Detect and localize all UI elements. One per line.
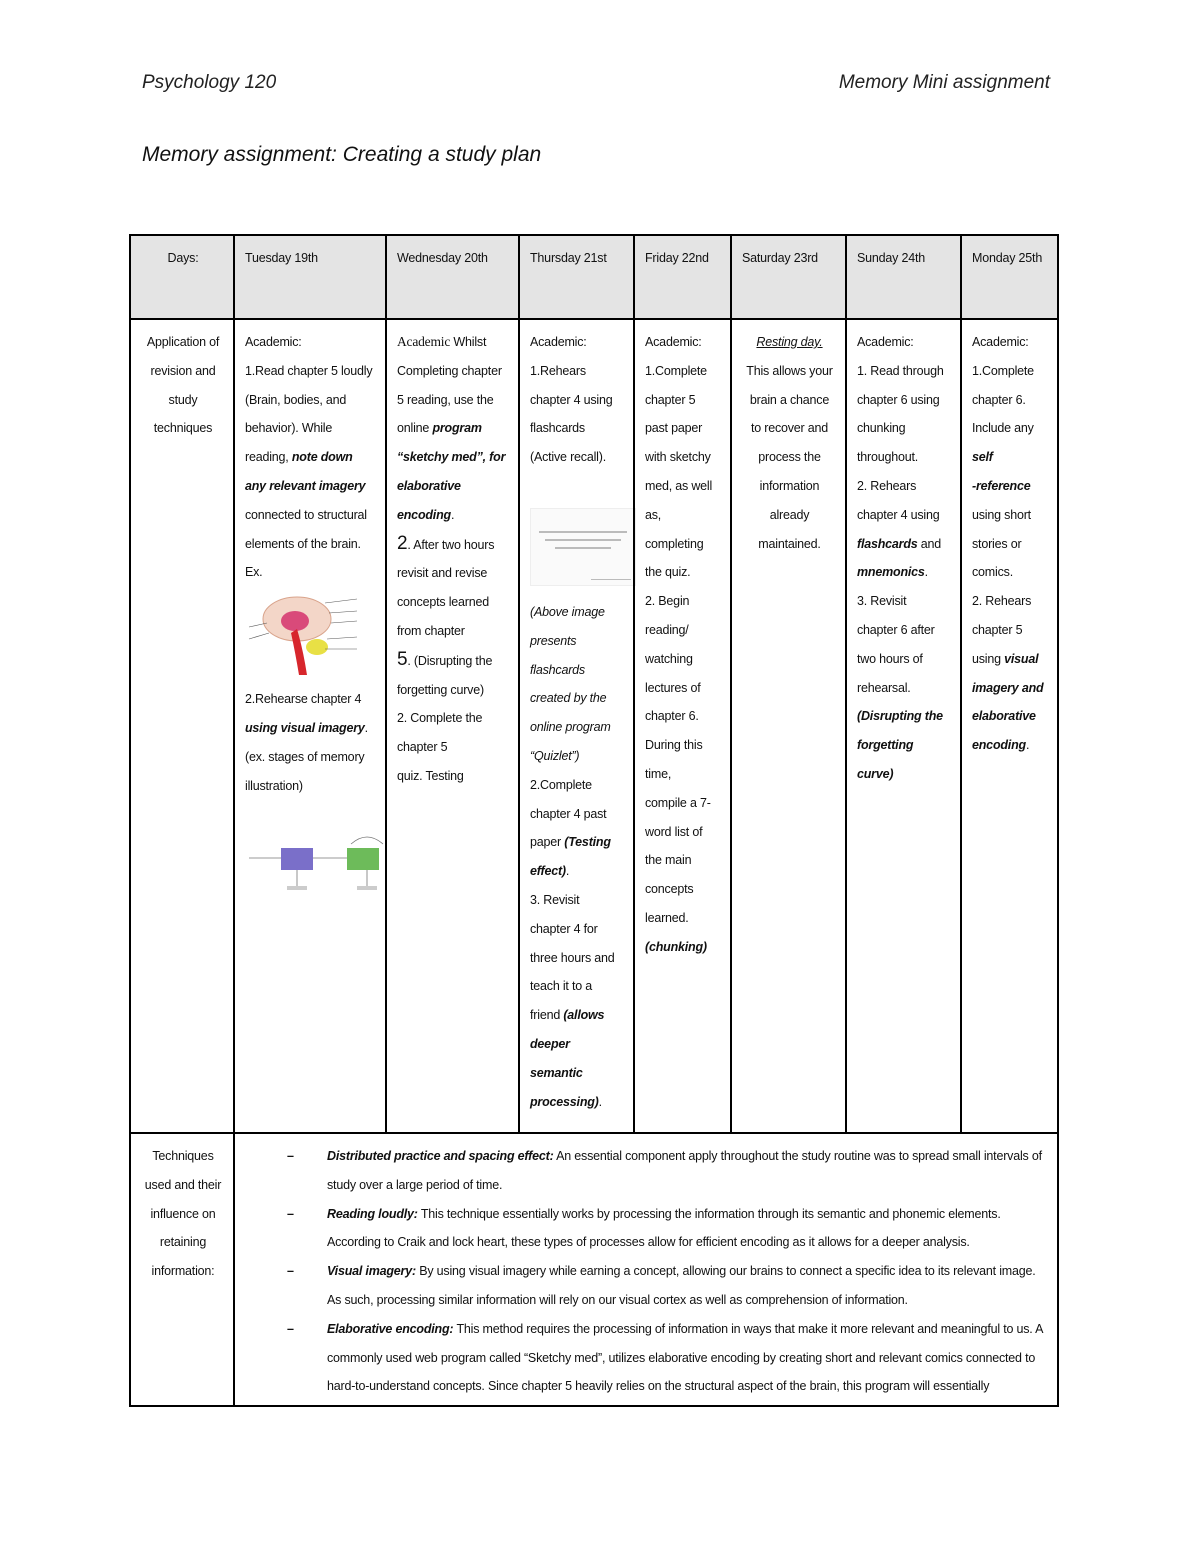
text-line: chapter 6 after: [857, 622, 935, 637]
text-line: (Above image: [530, 604, 605, 619]
thursday-cell: [519, 319, 634, 1133]
text-line: chapter 4 for: [530, 921, 598, 936]
text-line: “Quizlet”): [530, 748, 580, 763]
text-line: chapter 5: [972, 622, 1023, 637]
application-row: [130, 319, 1058, 1133]
text-line: [857, 558, 952, 587]
text-line: med, as well: [645, 478, 713, 493]
text-line: chapter 6.: [972, 392, 1026, 407]
text-line: During this: [645, 738, 703, 753]
text-line: forgetting: [857, 738, 914, 753]
text-line: rehearsal.: [857, 680, 911, 695]
text-line: lectures of: [645, 680, 701, 695]
days-label: Days:: [130, 235, 234, 319]
text-fragment: Whilst: [450, 335, 487, 349]
text-line: chapter 5: [645, 392, 696, 407]
text-line: [397, 530, 510, 560]
friday-cell: [634, 319, 731, 1133]
text-line: (Active recall).: [530, 450, 606, 465]
tuesday-cell: [234, 319, 386, 1133]
text-line: presents: [530, 633, 577, 648]
text-line: 2. Rehears: [857, 478, 917, 493]
sunday-cell: [846, 319, 961, 1133]
text-line: Ex.: [245, 565, 263, 580]
text-fragment: 5: [397, 648, 408, 670]
memory-stages-diagram: [247, 828, 387, 908]
text-line: with sketchy: [645, 450, 711, 465]
text-line: 2. Begin: [645, 594, 690, 609]
text-line: Academic:: [530, 335, 587, 349]
techniques-label: Techniques used and their influence on retaining information:: [130, 1133, 234, 1406]
text-line: forgetting curve): [397, 682, 484, 697]
text-line: deeper: [530, 1036, 570, 1051]
text-fragment: mnemonics: [857, 565, 925, 580]
text-line: 5 reading, use the: [397, 392, 494, 407]
text-fragment: processing): [530, 1094, 599, 1109]
text-line: online program: [530, 720, 611, 735]
text-line: learned.: [645, 910, 689, 925]
text-fragment: using: [972, 651, 1005, 666]
text-line: (ex. stages of memory: [245, 749, 365, 764]
text-fragment: . After two hours: [407, 537, 495, 552]
text-line: reading/: [645, 622, 689, 637]
text-line: chunking: [857, 421, 906, 436]
technique-item: [317, 1142, 1049, 1200]
text-line: as,: [645, 507, 662, 522]
text-line: compile a 7-: [645, 795, 711, 810]
text-line: created by the: [530, 691, 607, 706]
text-line: from chapter: [397, 623, 465, 638]
text-line: (Disrupting the: [857, 709, 943, 724]
text-line: word list of: [645, 824, 703, 839]
text-line: semantic: [530, 1065, 583, 1080]
text-fragment: flashcards: [857, 536, 918, 551]
text-fragment: and: [917, 536, 942, 551]
technique-text: This method requires the processing of information in ways that make it more relevant and meaningful to us. A commonly used web program called “Sketchy med”, utilizes elaborative encoding by creating short and relevant comics connected to hard-to-understand concepts. Since chapter 5 heavily relies on the structural aspect of the brain, this program will essentially: [327, 1321, 1043, 1394]
text-fragment: .: [364, 720, 368, 735]
text-line: [245, 414, 377, 443]
saturday-cell: [731, 319, 846, 1133]
day-saturday: Saturday 23rd: [731, 235, 846, 319]
text-line: 3. Revisit: [530, 892, 580, 907]
monday-cell: [961, 319, 1058, 1133]
text-line: [397, 646, 510, 676]
text-line: the quiz.: [645, 565, 691, 580]
text-line: [530, 1088, 625, 1117]
text-line: imagery and: [972, 680, 1044, 695]
technique-item: [317, 1315, 1049, 1401]
text-line: [530, 828, 625, 857]
text-line: 2.Rehearse chapter 4: [245, 692, 362, 707]
friday-body: [645, 357, 722, 962]
day-friday: Friday 22nd: [634, 235, 731, 319]
text-line: the main: [645, 853, 692, 868]
text-fragment: .: [598, 1094, 602, 1109]
text-line: quiz. Testing: [397, 768, 464, 783]
day-monday: Monday 25th: [961, 235, 1058, 319]
technique-text: This technique essentially works by processing the information through its semantic and phonemic elements. According to Craik and lock heart, these types of processes allow for efficient encoding as it allows for a deeper analysis.: [327, 1206, 1001, 1250]
text-fragment: behavior). While: [245, 421, 333, 436]
text-fragment: . (Disrupting the: [407, 653, 493, 668]
text-line: comics.: [972, 565, 1013, 580]
text-line: 1. Read through: [857, 363, 944, 378]
text-fragment: .: [1025, 738, 1030, 753]
text-line: elements of the brain.: [245, 536, 361, 551]
text-line: [972, 645, 1049, 674]
flashcard-image: [530, 508, 636, 586]
text-line: teach it to a: [530, 979, 593, 994]
text-fragment: paper: [530, 835, 565, 850]
text-line: [245, 443, 377, 472]
text-line: illustration): [245, 778, 303, 793]
text-line: chapter 4 using: [857, 507, 940, 522]
text-line: revisit and revise: [397, 566, 488, 581]
text-line: throughout.: [857, 450, 919, 465]
text-line: Academic:: [245, 335, 302, 349]
text-line: Resting day.: [756, 335, 823, 349]
text-fragment: using visual imagery: [245, 720, 365, 735]
text-line: 1.Complete: [972, 363, 1034, 378]
text-fragment: friend: [530, 1008, 564, 1023]
text-fragment: online: [397, 421, 433, 436]
text-line: 1.Complete: [645, 363, 707, 378]
text-line: Academic:: [645, 335, 702, 349]
technique-item: [317, 1257, 1049, 1315]
text-line: Include any: [972, 421, 1034, 436]
study-plan-table: [129, 234, 1059, 1407]
text-line: chapter 4 using: [530, 392, 613, 407]
text-fragment: (allows: [563, 1008, 605, 1023]
text-line: stories or: [972, 536, 1022, 551]
text-fragment: encoding: [397, 507, 451, 522]
text-fragment: .: [924, 565, 928, 580]
day-tuesday: Tuesday 19th: [234, 235, 386, 319]
text-line: Academic:: [857, 335, 914, 349]
text-line: -reference: [972, 478, 1031, 493]
text-line: [245, 714, 377, 743]
technique-text: By using visual imagery while earning a concept, allowing our brains to connect a specific idea to its relevant image. As such, processing similar information will rely on our visual cortex as well as comprehension of information.: [327, 1264, 1036, 1307]
text-fragment: encoding: [972, 738, 1026, 753]
text-line: [397, 501, 510, 530]
text-fragment: .: [450, 507, 455, 522]
text-line: self: [972, 450, 993, 465]
text-line: [530, 857, 625, 886]
text-line: concepts: [645, 882, 694, 897]
text-fragment: .: [565, 864, 570, 879]
day-sunday: Sunday 24th: [846, 235, 961, 319]
days-header-row: [130, 235, 1058, 319]
text-fragment: Academic: [397, 334, 451, 349]
text-line: Completing chapter: [397, 363, 502, 378]
day-wednesday: Wednesday 20th: [386, 235, 519, 319]
course-header: Psychology 120: [142, 72, 277, 93]
text-line: Academic:: [972, 335, 1029, 349]
text-line: (Brain, bodies, and: [245, 392, 347, 407]
technique-term: Visual imagery:: [327, 1264, 416, 1279]
techniques-cell: [234, 1133, 1058, 1406]
text-line: maintained.: [758, 536, 821, 551]
text-fragment: (Testing: [564, 835, 611, 850]
technique-term: Elaborative encoding:: [327, 1321, 454, 1336]
text-line: using short: [972, 507, 1031, 522]
text-line: three hours and: [530, 950, 615, 965]
text-line: connected to structural: [245, 507, 367, 522]
application-label: Application of revision and study techniques: [130, 319, 234, 1133]
text-line: information: [759, 478, 820, 493]
wednesday-cell: [386, 319, 519, 1133]
text-line: 2. Rehears: [972, 594, 1032, 609]
text-line: [530, 1001, 625, 1030]
techniques-row: [130, 1133, 1058, 1406]
text-line: [397, 414, 510, 443]
text-line: elaborative: [972, 709, 1036, 724]
text-line: chapter 5: [397, 740, 448, 755]
text-line: already: [769, 507, 810, 522]
text-line: concepts learned: [397, 595, 490, 610]
text-line: 1.Read chapter 5 loudly: [245, 363, 373, 378]
text-line: [857, 530, 952, 559]
page-title: Memory assignment: Creating a study plan: [142, 143, 542, 166]
text-line: chapter 6 using: [857, 392, 940, 407]
text-line: any relevant imagery: [245, 478, 366, 493]
text-line: chapter 6.: [645, 709, 699, 724]
text-line: elaborative: [397, 478, 461, 493]
text-line: (chunking): [645, 939, 707, 954]
text-line: flashcards: [530, 421, 585, 436]
assignment-header: Memory Mini assignment: [838, 72, 1050, 93]
text-line: 3. Revisit: [857, 594, 907, 609]
text-line: two hours of: [857, 651, 923, 666]
text-line: to recover and: [750, 421, 829, 436]
technique-item: [317, 1200, 1049, 1258]
text-line: This allows your: [746, 363, 833, 378]
text-fragment: effect): [530, 864, 566, 879]
text-line: watching: [645, 651, 693, 666]
text-line: 2. Complete the: [397, 711, 483, 726]
text-line: brain a chance: [749, 392, 830, 407]
day-thursday: Thursday 21st: [519, 235, 634, 319]
text-line: 2.Complete: [530, 777, 592, 792]
text-fragment: note down: [291, 450, 353, 465]
text-line: process the: [758, 450, 821, 465]
technique-term: Distributed practice and spacing effect:: [327, 1149, 554, 1163]
text-fragment: program: [432, 421, 482, 436]
brain-illustration: [245, 589, 365, 679]
text-line: [972, 731, 1049, 760]
technique-term: Reading loudly:: [327, 1206, 418, 1221]
text-line: “sketchy med”, for: [397, 450, 506, 465]
text-line: chapter 4 past: [530, 806, 607, 821]
text-line: time,: [645, 766, 672, 781]
text-fragment: reading,: [245, 450, 292, 465]
text-line: completing: [645, 536, 704, 551]
text-line: [397, 328, 510, 357]
text-line: flashcards: [530, 662, 585, 677]
text-line: curve): [857, 766, 894, 781]
technique-text: An essential component apply throughout the study routine was to spread small intervals of study over a large period of time.: [327, 1149, 1042, 1192]
text-line: past paper: [645, 421, 703, 436]
text-fragment: visual: [1004, 651, 1039, 666]
text-line: 1.Rehears: [530, 363, 586, 378]
text-fragment: 2: [397, 532, 408, 554]
techniques-list: [245, 1142, 1049, 1401]
